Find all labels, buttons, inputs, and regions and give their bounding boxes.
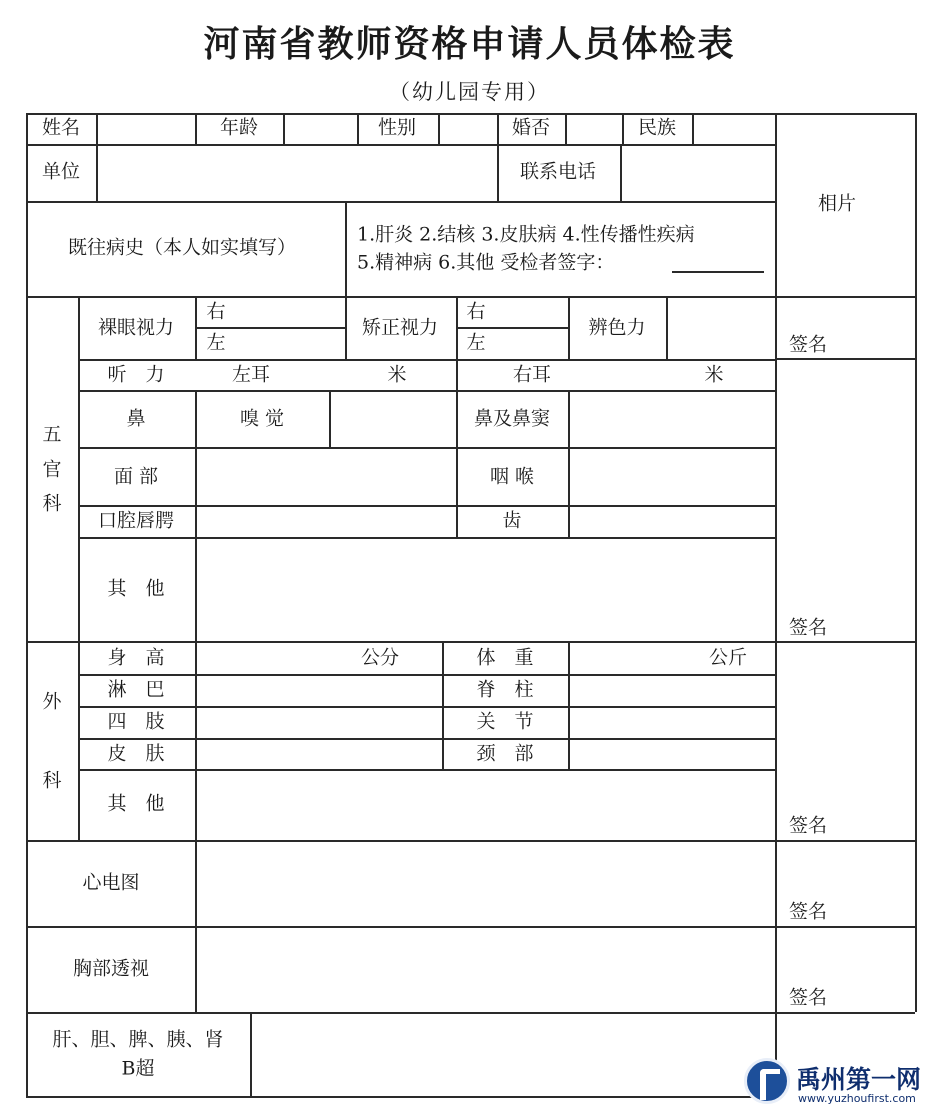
grid-line-v	[438, 113, 440, 144]
label-neck: 颈 部	[476, 742, 534, 765]
grid-line-v	[357, 113, 359, 144]
history-options-1: 1.肝炎 2.结核 3.皮肤病 4.性传播性疾病	[357, 223, 695, 246]
grid-line-h	[775, 358, 915, 360]
label-nose-sinus: 鼻及鼻窦	[473, 407, 551, 430]
grid-line-v	[329, 390, 331, 447]
grid-line-v	[250, 1012, 252, 1096]
grid-line-h	[78, 390, 775, 392]
grid-line-h	[26, 641, 915, 643]
form-title: 河南省教师资格申请人员体检表	[203, 24, 736, 65]
grid-line-v	[195, 537, 197, 641]
watermark-url: www.yuzhoufirst.com	[798, 1092, 916, 1105]
grid-line-v	[195, 390, 197, 537]
grid-line-v	[96, 113, 98, 201]
grid-line-h	[78, 674, 775, 676]
section-ent-char-1: 五	[42, 423, 62, 446]
section-ent-char-3: 科	[42, 492, 62, 515]
sign-label-5: 签名	[788, 986, 828, 1009]
sign-label-2: 签名	[788, 616, 828, 639]
grid-line-v	[620, 144, 622, 201]
grid-line-v	[565, 113, 567, 144]
sign-label-3: 签名	[788, 814, 828, 837]
grid-line-v	[195, 296, 197, 359]
label-joints: 关 节	[476, 710, 534, 733]
label-corrected-left: 左	[466, 331, 486, 354]
grid-line-h	[26, 144, 775, 146]
label-mouth: 口腔唇腭	[97, 509, 175, 532]
sign-label-1: 签名	[788, 333, 828, 356]
grid-line-h	[78, 447, 775, 449]
grid-line-v	[345, 201, 347, 359]
label-chest: 胸部透视	[72, 957, 150, 980]
label-color-vision: 辨色力	[588, 316, 646, 339]
label-height: 身 高	[107, 646, 165, 669]
history-label: 既往病史（本人如实填写）	[67, 236, 297, 259]
grid-line-v	[26, 113, 28, 1096]
grid-line-v	[568, 296, 570, 359]
label-limbs: 四 肢	[107, 710, 165, 733]
grid-line-h	[26, 201, 775, 203]
label-ultrasound-1: 肝、胆、脾、胰、肾	[52, 1028, 224, 1051]
grid-line-h	[78, 706, 775, 708]
grid-line-v	[195, 769, 197, 840]
grid-line-v	[497, 113, 499, 201]
watermark-name: 禹州第一网	[796, 1065, 922, 1094]
label-age: 年龄	[219, 116, 259, 139]
label-corrected-vision: 矫正视力	[361, 316, 439, 339]
section-surgery-char-1: 外	[42, 690, 62, 713]
grid-line-h	[195, 327, 345, 329]
label-nose: 鼻	[126, 407, 146, 430]
label-naked-left: 左	[206, 331, 226, 354]
label-naked-vision: 裸眼视力	[97, 316, 175, 339]
label-ethnicity: 民族	[637, 116, 677, 139]
sign-label-4: 签名	[788, 900, 828, 923]
grid-line-h	[78, 537, 775, 539]
grid-line-h	[26, 840, 915, 842]
label-meter-left: 米	[387, 363, 407, 386]
grid-line-v	[568, 390, 570, 537]
grid-line-v	[775, 113, 777, 1096]
grid-line-v	[456, 390, 458, 537]
label-teeth: 齿	[502, 509, 522, 532]
site-logo-icon	[744, 1058, 790, 1104]
photo-label: 相片	[817, 192, 857, 215]
history-options-2: 5.精神病 6.其他 受检者签字：	[357, 251, 615, 274]
grid-line-h	[26, 296, 915, 298]
label-ent-other: 其 他	[107, 577, 165, 600]
label-name: 姓名	[41, 116, 81, 139]
grid-line-v	[456, 359, 458, 390]
label-lymph: 淋 巴	[107, 678, 165, 701]
grid-line-v	[283, 113, 285, 144]
grid-line-h	[26, 926, 915, 928]
section-ent-char-2: 官	[42, 458, 62, 481]
grid-line-v	[78, 296, 80, 840]
grid-line-v	[456, 296, 458, 359]
label-smell: 嗅 觉	[239, 407, 285, 430]
grid-line-h	[78, 769, 775, 771]
watermark	[744, 1056, 934, 1110]
label-meter-right: 米	[704, 363, 724, 386]
grid-line-h	[78, 505, 775, 507]
grid-line-v	[195, 113, 197, 144]
label-ecg: 心电图	[82, 871, 140, 894]
label-left-ear: 左耳	[231, 363, 271, 386]
label-spine: 脊 柱	[476, 678, 534, 701]
signature-underline	[672, 271, 764, 273]
label-cm: 公分	[360, 646, 400, 669]
label-naked-right: 右	[206, 300, 226, 323]
label-kg: 公斤	[708, 646, 748, 669]
label-hearing: 听 力	[107, 363, 165, 386]
label-weight: 体 重	[476, 646, 534, 669]
form-subtitle: （幼儿园专用）	[389, 80, 550, 104]
label-gender: 性别	[377, 116, 417, 139]
grid-line-v	[442, 641, 444, 769]
grid-line-v	[666, 296, 668, 359]
label-ultrasound-2: B超	[121, 1057, 155, 1080]
label-face: 面 部	[113, 465, 159, 488]
grid-line-h	[78, 738, 775, 740]
grid-line-v	[568, 641, 570, 769]
grid-line-v	[622, 113, 624, 144]
grid-line-h	[26, 113, 915, 115]
grid-line-v	[915, 113, 917, 1012]
grid-line-v	[692, 113, 694, 144]
label-marital: 婚否	[511, 116, 551, 139]
label-phone: 联系电话	[519, 160, 597, 183]
label-right-ear: 右耳	[512, 363, 552, 386]
label-unit: 单位	[41, 160, 81, 183]
label-corrected-right: 右	[466, 300, 486, 323]
grid-line-h	[456, 327, 568, 329]
label-skin: 皮 肤	[107, 742, 165, 765]
grid-line-h	[26, 1096, 775, 1098]
grid-line-h	[78, 359, 775, 361]
label-surgery-other: 其 他	[107, 792, 165, 815]
grid-line-h	[26, 1012, 915, 1014]
label-throat: 咽 喉	[489, 465, 535, 488]
section-surgery-char-2: 科	[42, 769, 62, 792]
